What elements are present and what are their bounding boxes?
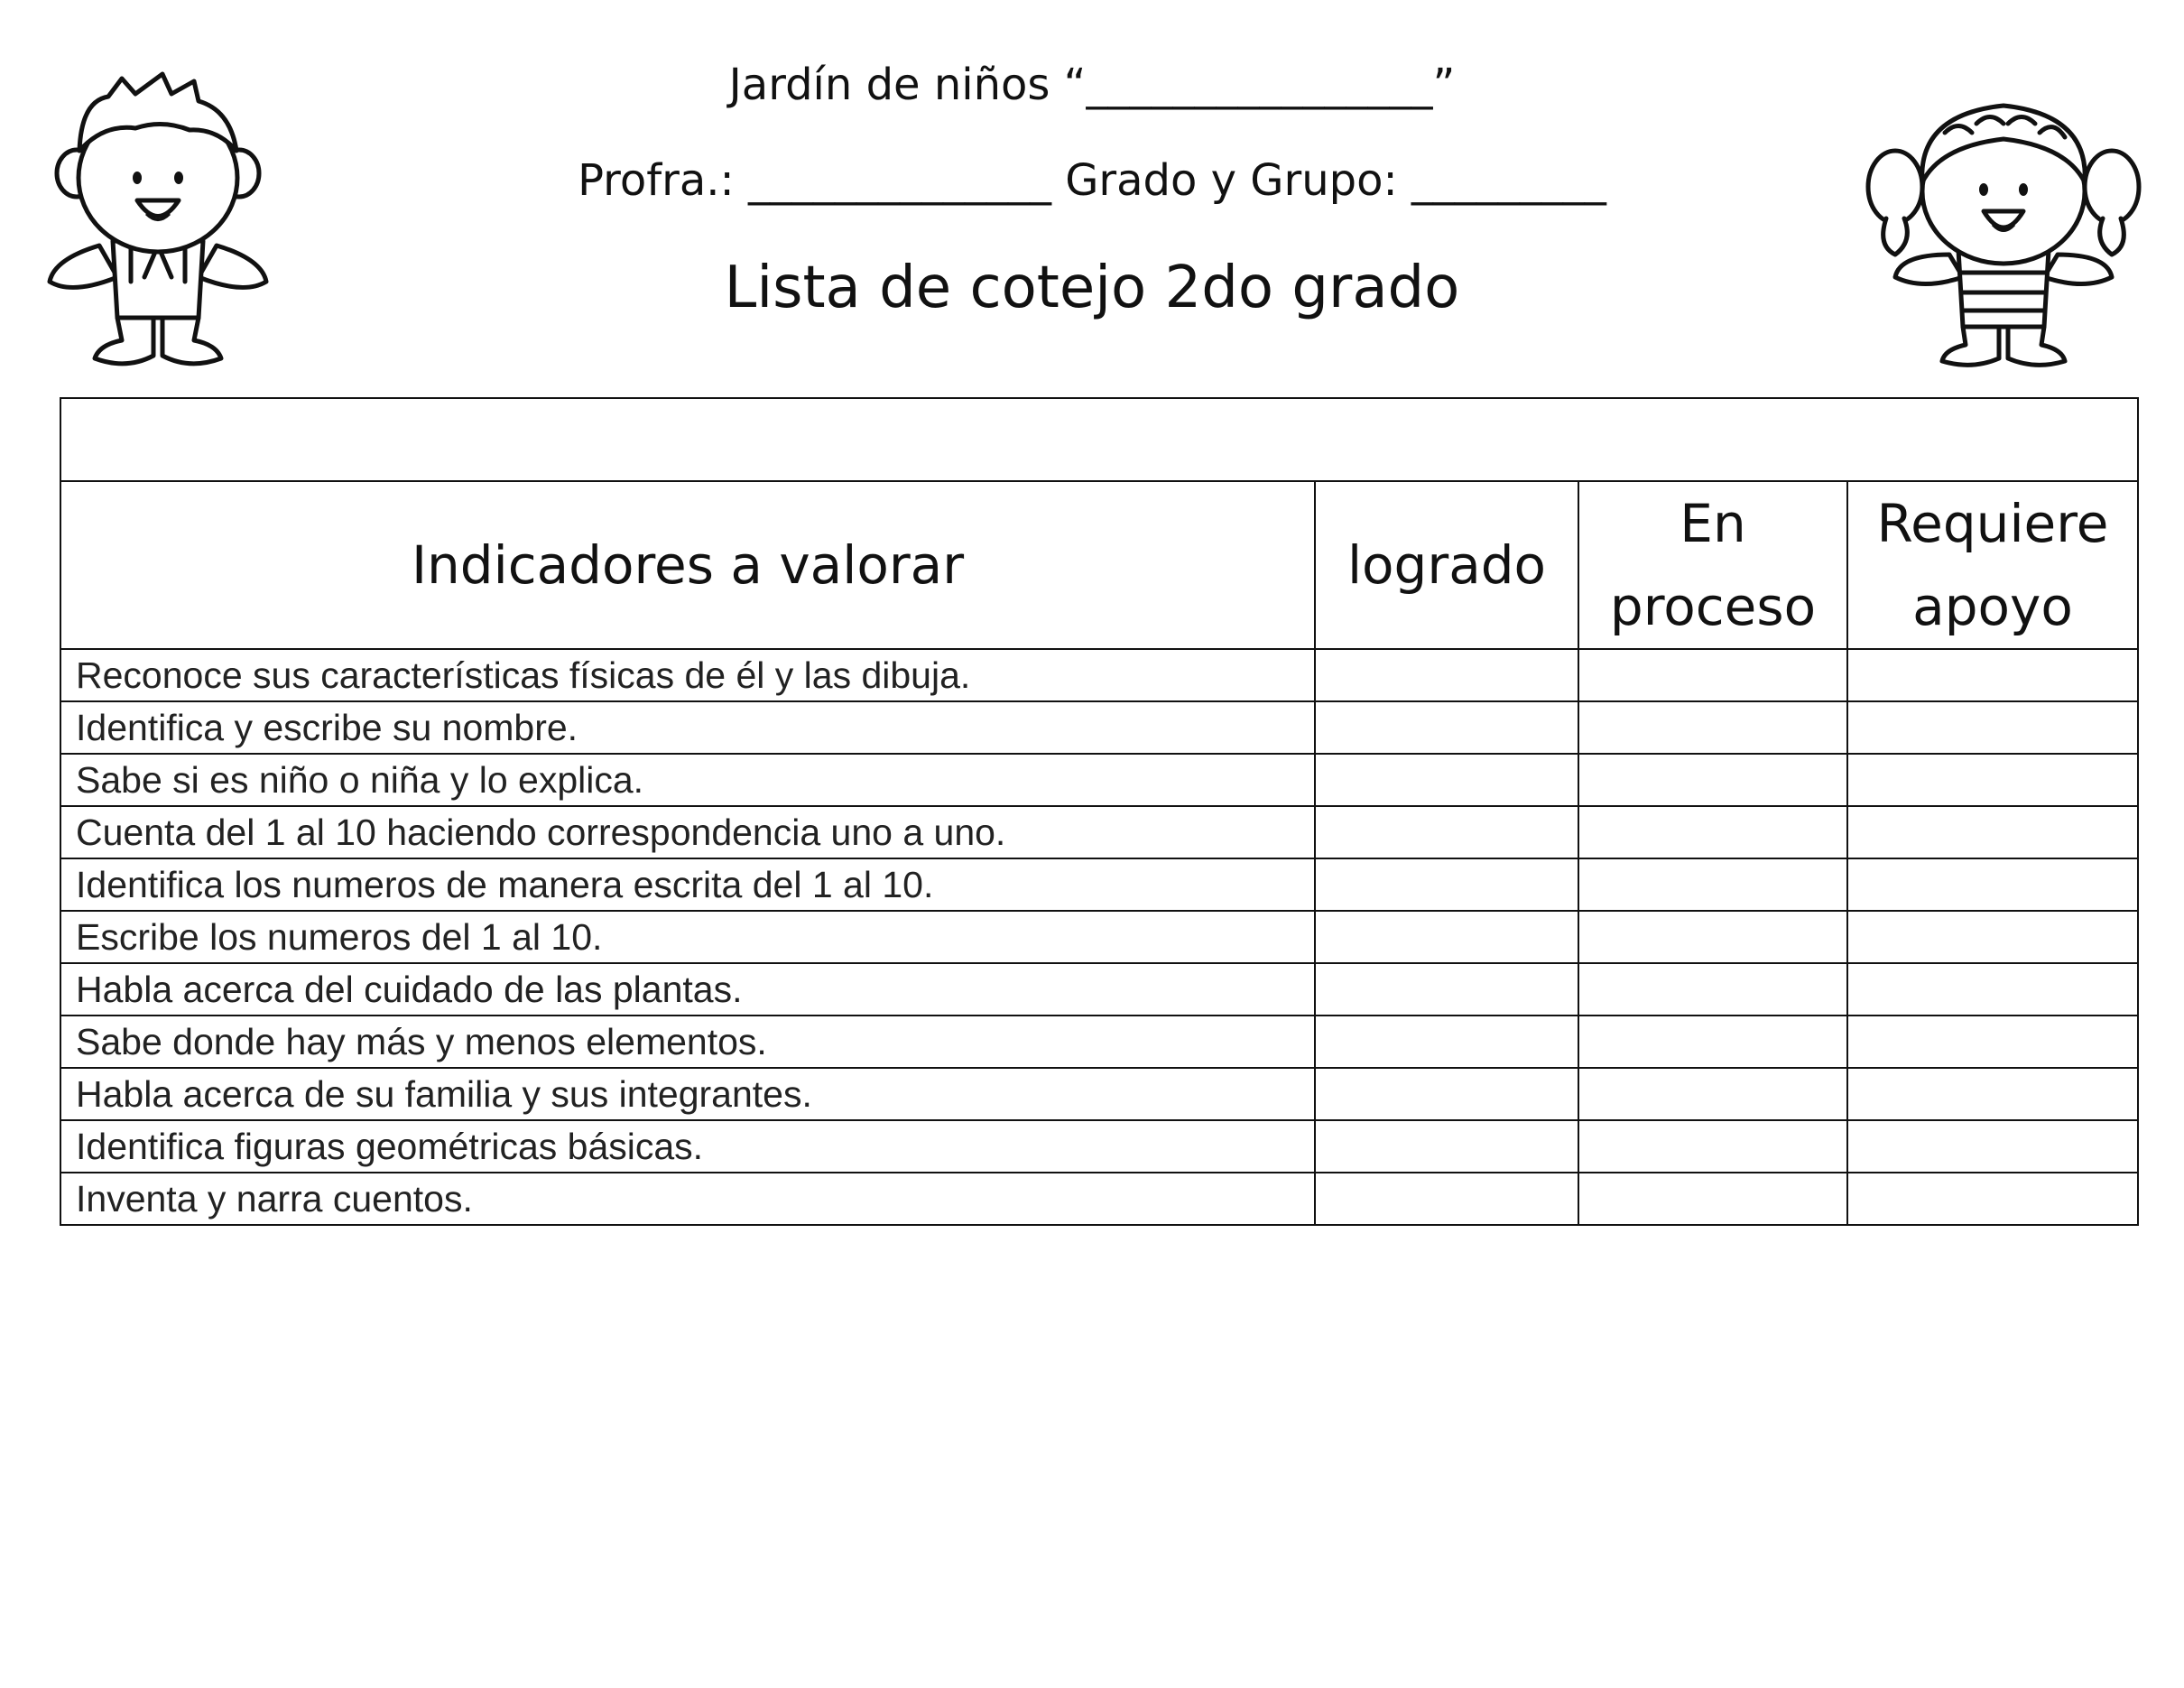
needs-support-cell[interactable] <box>1847 858 2138 911</box>
table-row <box>60 806 2138 858</box>
needs-support-cell[interactable] <box>1847 701 2138 754</box>
table-header-row <box>60 481 2138 649</box>
achieved-cell[interactable] <box>1315 963 1578 1016</box>
needs-support-cell[interactable] <box>1847 911 2138 963</box>
indicator-label: Identifica figuras geométricas básicas. <box>60 1120 1315 1173</box>
indicator-label: Identifica y escribe su nombre. <box>60 701 1315 754</box>
table-row <box>60 963 2138 1016</box>
in-progress-cell[interactable] <box>1578 649 1847 701</box>
header-needs-support <box>1847 481 2138 649</box>
header-needs-support-line2: apoyo <box>1912 576 2073 637</box>
header-in-progress <box>1578 481 1847 649</box>
page-title: Lista de cotejo 2do grado <box>724 255 1460 321</box>
table-row <box>60 858 2138 911</box>
needs-support-cell[interactable] <box>1847 1016 2138 1068</box>
in-progress-cell[interactable] <box>1578 858 1847 911</box>
achieved-cell[interactable] <box>1315 858 1578 911</box>
needs-support-cell[interactable] <box>1847 649 2138 701</box>
girl-cartoon-icon <box>1859 83 2148 372</box>
achieved-cell[interactable] <box>1315 701 1578 754</box>
achieved-cell[interactable] <box>1315 649 1578 701</box>
in-progress-cell[interactable] <box>1578 1016 1847 1068</box>
achieved-cell[interactable] <box>1315 911 1578 963</box>
achieved-cell[interactable] <box>1315 1068 1578 1120</box>
achieved-cell[interactable] <box>1315 754 1578 806</box>
table-row <box>60 754 2138 806</box>
in-progress-cell[interactable] <box>1578 701 1847 754</box>
needs-support-cell[interactable] <box>1847 963 2138 1016</box>
indicator-label: Cuenta del 1 al 10 haciendo correspondencia uno a uno. <box>60 806 1315 858</box>
needs-support-cell[interactable] <box>1847 1173 2138 1225</box>
student-name-cell[interactable] <box>60 398 2138 481</box>
teacher-grade-line: Profra.: ______________ Grado y Grupo: _________ <box>578 155 1606 206</box>
indicator-label: Sabe si es niño o niña y lo explica. <box>60 754 1315 806</box>
indicator-label: Habla acerca del cuidado de las plantas. <box>60 963 1315 1016</box>
achieved-cell[interactable] <box>1315 806 1578 858</box>
student-name-row <box>60 398 2138 481</box>
achieved-cell[interactable] <box>1315 1016 1578 1068</box>
indicator-label: Identifica los numeros de manera escrita del 1 al 10. <box>60 858 1315 911</box>
needs-support-cell[interactable] <box>1847 806 2138 858</box>
indicator-label: Inventa y narra cuentos. <box>60 1173 1315 1225</box>
needs-support-cell[interactable] <box>1847 1120 2138 1173</box>
table-row <box>60 1068 2138 1120</box>
achieved-cell[interactable] <box>1315 1120 1578 1173</box>
table-row <box>60 1173 2138 1225</box>
header-in-progress-line2: proceso <box>1609 576 1817 637</box>
indicator-label: Escribe los numeros del 1 al 10. <box>60 911 1315 963</box>
header-indicators: Indicadores a valorar <box>60 481 1315 649</box>
in-progress-cell[interactable] <box>1578 911 1847 963</box>
school-name-line: Jardín de niños “________________” <box>728 60 1456 110</box>
table-row <box>60 1016 2138 1068</box>
in-progress-cell[interactable] <box>1578 963 1847 1016</box>
table-row <box>60 701 2138 754</box>
indicator-label: Sabe donde hay más y menos elementos. <box>60 1016 1315 1068</box>
header-needs-support-line1: Requiere <box>1876 493 2109 554</box>
in-progress-cell[interactable] <box>1578 806 1847 858</box>
checklist-table <box>60 397 2139 1226</box>
in-progress-cell[interactable] <box>1578 1068 1847 1120</box>
header-in-progress-line1: En <box>1680 493 1746 554</box>
needs-support-cell[interactable] <box>1847 754 2138 806</box>
table-row <box>60 911 2138 963</box>
indicator-label: Reconoce sus características físicas de él y las dibuja. <box>60 649 1315 701</box>
in-progress-cell[interactable] <box>1578 1120 1847 1173</box>
table-row <box>60 1120 2138 1173</box>
achieved-cell[interactable] <box>1315 1173 1578 1225</box>
in-progress-cell[interactable] <box>1578 754 1847 806</box>
needs-support-cell[interactable] <box>1847 1068 2138 1120</box>
indicator-label: Habla acerca de su familia y sus integrantes. <box>60 1068 1315 1120</box>
in-progress-cell[interactable] <box>1578 1173 1847 1225</box>
header-achieved: logrado <box>1315 481 1578 649</box>
table-row <box>60 649 2138 701</box>
boy-cartoon-icon <box>36 65 280 372</box>
